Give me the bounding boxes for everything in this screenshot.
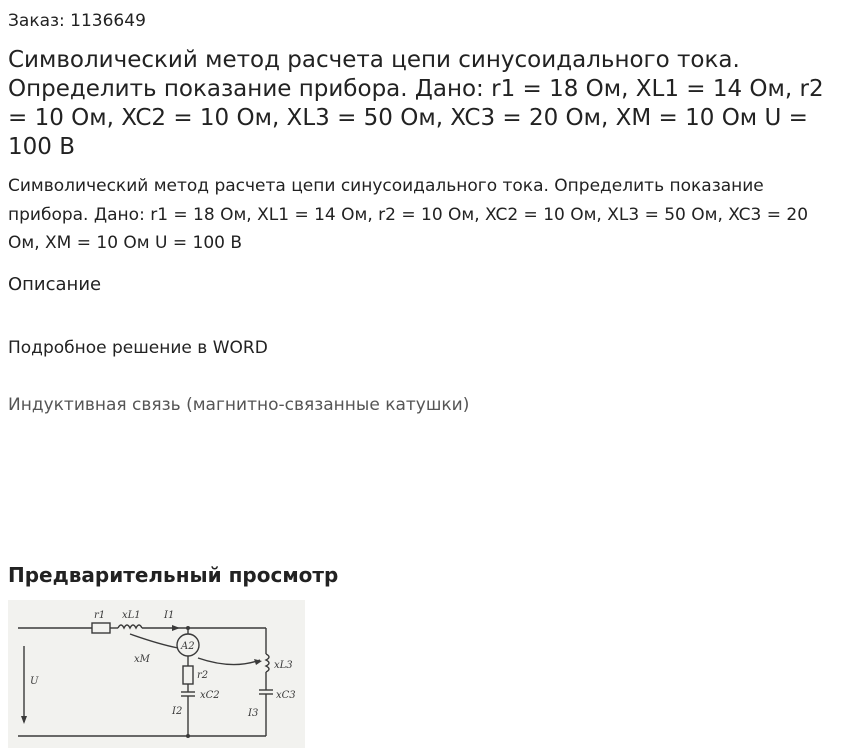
label-xc2: xC2 bbox=[200, 690, 220, 701]
product-description: Символический метод расчета цепи синусоидального тока. Определить показание прибора. Дано: r1 = 18 Ом, XL1 = 14 Ом, r2 = 10 Ом, XC2 = 10 Ом, XL3 = 50 Ом, XC3 = 20 Ом, XM = 10 Ом U = 100 В bbox=[8, 176, 809, 253]
category-link[interactable]: Индуктивная связь (магнитно-связанные катушки) bbox=[8, 395, 470, 415]
label-r1: r1 bbox=[94, 610, 106, 621]
label-i1: I1 bbox=[164, 610, 175, 621]
description-section-label: Описание bbox=[8, 274, 102, 295]
label-xm: xM bbox=[134, 654, 150, 665]
node-bottom bbox=[186, 734, 190, 738]
order-number: Заказ: 1136649 bbox=[8, 11, 146, 31]
label-i2: I2 bbox=[172, 706, 183, 717]
paper-background bbox=[8, 600, 305, 748]
label-xc3: xC3 bbox=[276, 690, 296, 701]
label-xl3: xL3 bbox=[274, 660, 293, 671]
circuit-schematic bbox=[8, 600, 305, 748]
label-i3: I3 bbox=[248, 708, 259, 719]
node-top bbox=[186, 626, 190, 630]
preview-heading: Предварительный просмотр bbox=[8, 563, 339, 587]
preview-image-circuit[interactable] bbox=[8, 600, 305, 748]
label-u: U bbox=[30, 676, 39, 687]
page-title: Символический метод расчета цепи синусоидального тока. Определить показание прибора. Дано: r1 = 18 Ом, XL1 = 14 Ом, r2 = 10 Ом, XC2 = 10 Ом, XL3 = 50 Ом, XC3 = 20 Ом, XM = 10 Ом U = 100 В bbox=[8, 47, 824, 160]
label-xl1: xL1 bbox=[122, 610, 141, 621]
label-ammeter: A2 bbox=[181, 641, 195, 652]
label-r2: r2 bbox=[197, 670, 209, 681]
word-solution-note: Подробное решение в WORD bbox=[8, 338, 268, 358]
